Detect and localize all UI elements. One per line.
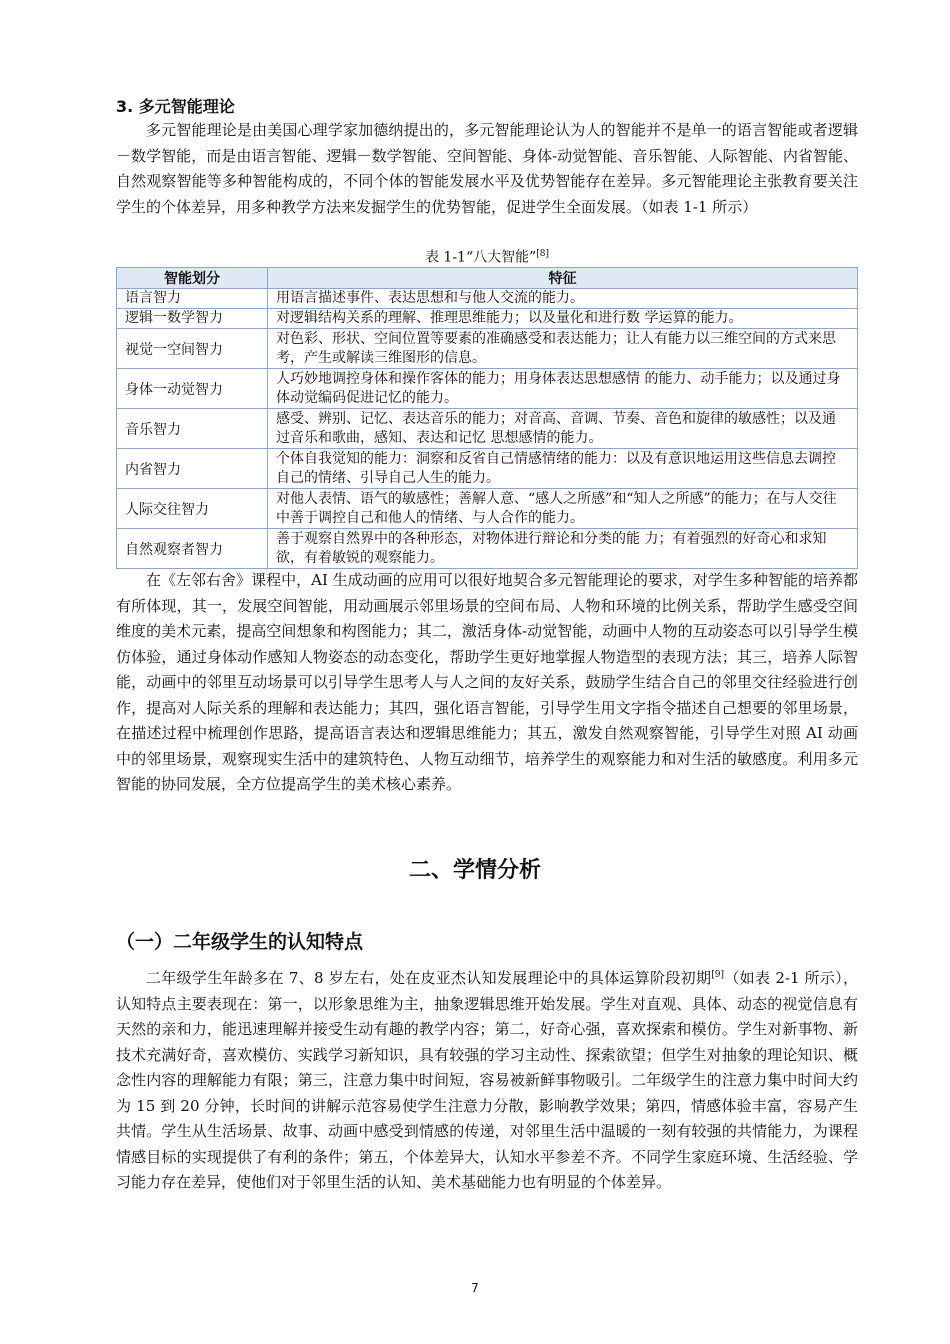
table-header-category: 智能划分 (117, 268, 268, 289)
table-cell-category: 视觉一空间智力 (117, 329, 268, 369)
table-cell-category: 语言智力 (117, 289, 268, 309)
cognitive-paragraph (116, 966, 858, 1196)
page-number: 7 (471, 1281, 479, 1295)
table-cell-feature: 用语言描述事件、表达思想和与他人交流的能力。 (268, 289, 858, 309)
course-paragraph-block (116, 568, 858, 798)
table-header-feature: 特征 (268, 268, 858, 289)
table-cell-feature: 感受、辨别、记忆、表达音乐的能力；对音高、音调、节奏、音色和旋律的敏感性；以及通过音乐和歌曲，感知、表达和记忆 思想感情的能力。 (268, 409, 858, 449)
table-cell-category: 内省智力 (117, 449, 268, 489)
intro-paragraph-block (116, 118, 858, 220)
table-cell-feature: 个体自我觉知的能力：洞察和反省自己情感情绪的能力：以及有意识地运用这些信息去调控自己的情绪、引导自己人生的能力。 (268, 449, 858, 489)
table-row (117, 529, 858, 569)
table-row (117, 289, 858, 309)
table-caption (116, 244, 858, 268)
cognitive-paragraph-ref: [9] (711, 970, 725, 980)
table-cell-category: 身体一动觉智力 (117, 369, 268, 409)
table-header-row (117, 268, 858, 289)
intro-paragraph: 多元智能理论是由美国心理学家加德纳提出的，多元智能理论认为人的智能并不是单一的语言智能或者逻辑－数学智能，而是由语言智能、逻辑－数学智能、空间智能、身体-动觉智能、音乐智能、人际智能、内省智能、自然观察智能等多种智能构成的，不同个体的智能发展水平及优势智能存在差异。多元智能理论主张教育要关注学生的个体差异，用多种教学方法来发掘学生的优势智能，促进学生全面发展。（如表 1-1 所示） (116, 121, 858, 216)
chapter-title: 二、学情分析 (408, 858, 541, 883)
table-cell-feature: 对逻辑结构关系的理解、推理思维能力；以及量化和进行数 学运算的能力。 (268, 309, 858, 329)
table-cell-feature: 对色彩、形状、空间位置等要素的准确感受和表达能力；让人有能力以三维空间的方式来思考，产生或解读三维图形的信息。 (268, 329, 858, 369)
table-cell-category: 音乐智力 (117, 409, 268, 449)
cognitive-paragraph-start: 二年级学生年龄多在 7、8 岁左右，处在皮亚杰认知发展理论中的具体运算阶段初期 (146, 969, 712, 987)
cognitive-paragraph-block (116, 966, 858, 1196)
table-row (117, 409, 858, 449)
table-row (117, 309, 858, 329)
table-row (117, 369, 858, 409)
table-caption-ref: [8] (536, 249, 550, 259)
table-cell-category: 人际交往智力 (117, 489, 268, 529)
table-row (117, 329, 858, 369)
table-row (117, 449, 858, 489)
table-cell-feature: 人巧妙地调控身体和操作客体的能力；用身体表达思想感情 的能力、动手能力；以及通过身体动觉编码促进记忆的能力。 (268, 369, 858, 409)
table-cell-category: 逻辑一数学智力 (117, 309, 268, 329)
section-heading-cognitive-traits: （一）二年级学生的认知特点 (116, 931, 364, 953)
section-heading-multiple-intelligences: 3. 多元智能理论 (116, 97, 235, 116)
table-cell-feature: 对他人表情、语气的敏感性；善解人意、“感人之所感”和“知人之所感”的能力；在与人交往中善于调控自己和他人的情绪、与人合作的能力。 (268, 489, 858, 529)
intelligences-table (116, 267, 858, 569)
table-caption-text: 表 1-1“八大智能” (424, 249, 537, 266)
table-cell-feature: 善于观察自然界中的各种形态，对物体进行辩论和分类的能 力；有着强烈的好奇心和求知欲，有着敏锐的观察能力。 (268, 529, 858, 569)
table-cell-category: 自然观察者智力 (117, 529, 268, 569)
table-row (117, 489, 858, 529)
course-paragraph: 在《左邻右舍》课程中，AI 生成动画的应用可以很好地契合多元智能理论的要求，对学生多种智能的培养都有所体现，其一，发展空间智能，用动画展示邻里场景的空间布局、人物和环境的比例关系，帮助学生感受空间维度的美术元素，提高空间想象和构图能力；其二，激活身体-动觉智能，动画中人物的互动姿态可以引导学生模仿体验，通过身体动作感知人物姿态的动态变化，帮助学生更好地掌握人物造型的表现方法；其三，培养人际智能，动画中的邻里互动场景可以引导学生思考人与人之间的友好关系，鼓励学生结合自己的邻里交往经验进行创作，提高对人际关系的理解和表达能力；其四，强化语言智能，引导学生用文字指令描述自己想要的邻里场景，在描述过程中梳理创作思路，提高语言表达和逻辑思维能力；其五，激发自然观察智能，引导学生对照 AI 动画中的邻里场景，观察现实生活中的建筑特色、人物互动细节，培养学生的观察能力和对生活的敏感度。利用多元智能的协同发展，全方位提高学生的美术核心素养。 (116, 571, 858, 793)
cognitive-paragraph-end: （如表 2-1 所示），认知特点主要表现在：第一，以形象思维为主，抽象逻辑思维开始发展。学生对直观、具体、动态的视觉信息有天然的亲和力，能迅速理解并接受生动有趣的教学内容；第二，好奇心强，喜欢探索和模仿。学生对新事物、新技术充满好奇，喜欢模仿、实践学习新知识，具有较强的学习主动性、探索欲望；但学生对抽象的理论知识、概念性内容的理解能力有限；第三，注意力集中时间短，容易被新鲜事物吸引。二年级学生的注意力集中时间大约为 15 到 20 分钟，长时间的讲解示范容易使学生注意力分散，影响教学效果；第四，情感体验丰富，容易产生共情。学生从生活场景、故事、动画中感受到情感的传递，对邻里生活中温暖的一刻有较强的共情能力，为课程情感目标的实现提供了有利的条件；第五，个体差异大，认知水平参差不齐。不同学生家庭环境、生活经验、学习能力存在差异，使他们对于邻里生活的认知、美术基础能力也有明显的个体差异。 (116, 969, 858, 1191)
